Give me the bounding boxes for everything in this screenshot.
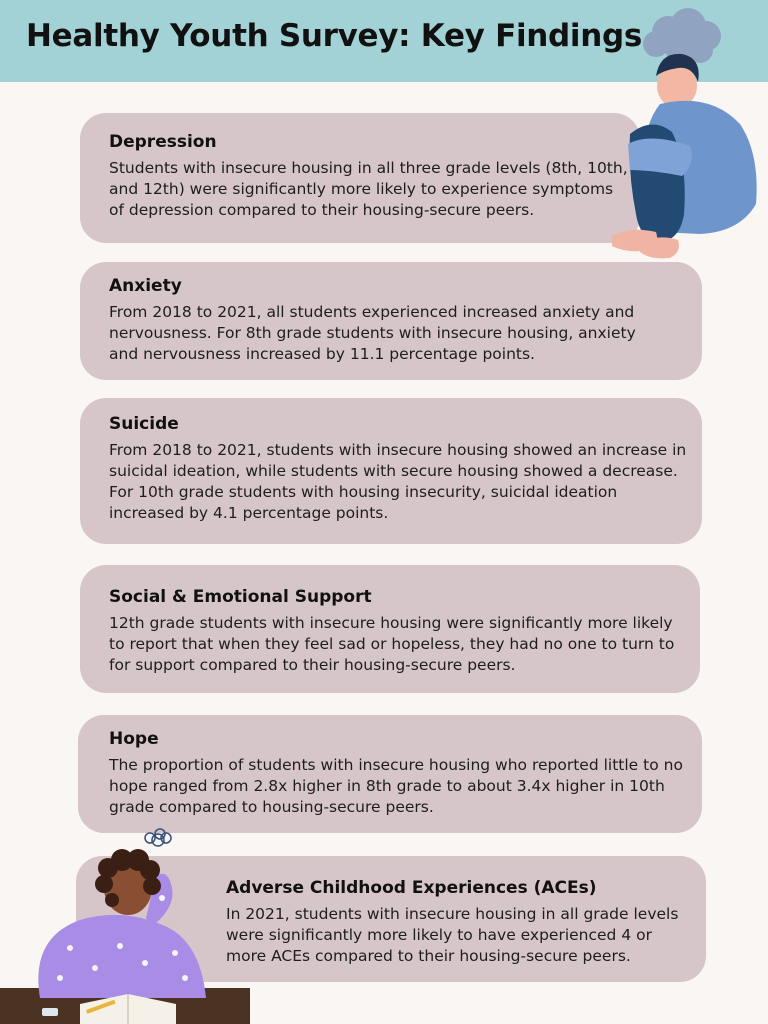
card-body: Students with insecure housing in all three grade levels (8th, 10th, and 12th) were significantly more likely to experience symptoms of depression compared to their housing-secure peers. (109, 159, 628, 219)
card-title: Adverse Childhood Experiences (ACEs) (226, 878, 597, 898)
sad-person-illustration (600, 4, 768, 264)
card-anxiety (80, 262, 702, 380)
student-reading-illustration (0, 828, 260, 1024)
card-title: Depression (109, 132, 217, 152)
card-title: Social & Emotional Support (109, 587, 372, 607)
page-title: Healthy Youth Survey: Key Findings (26, 18, 643, 54)
card-body: The proportion of students with insecure housing who reported little to no hope ranged from 2.8x higher in 8th grade to about 3.4x higher in 10th grade compared to housing-secure peers. (109, 756, 683, 816)
card-depression (80, 113, 640, 243)
card-body: In 2021, students with insecure housing in all grade levels were significantly more likely to have experienced 4 or more ACEs compared to their housing-secure peers. (226, 905, 679, 965)
card-suicide (80, 398, 702, 544)
card-body: 12th grade students with insecure housing were significantly more likely to report that when they feel sad or hopeless, they had no one to turn to for support compared to their housing-secure peers. (109, 614, 675, 674)
card-title: Anxiety (109, 276, 182, 296)
card-body: From 2018 to 2021, students with insecure housing showed an increase in suicidal ideation, while students with secure housing showed a decrease. For 10th grade students with housing insecurity, suicidal ideation increased by 4.1 percentage points. (109, 441, 687, 522)
card-social-emotional-support (80, 565, 700, 693)
scribble-cloud-icon (145, 829, 171, 846)
card-title: Suicide (109, 414, 179, 434)
card-hope (78, 715, 702, 833)
card-title: Hope (109, 729, 159, 749)
card-body: From 2018 to 2021, all students experienced increased anxiety and nervousness. For 8th grade students with insecure housing, anxiety and nervousness increased by 11.1 percentage points. (109, 303, 636, 363)
